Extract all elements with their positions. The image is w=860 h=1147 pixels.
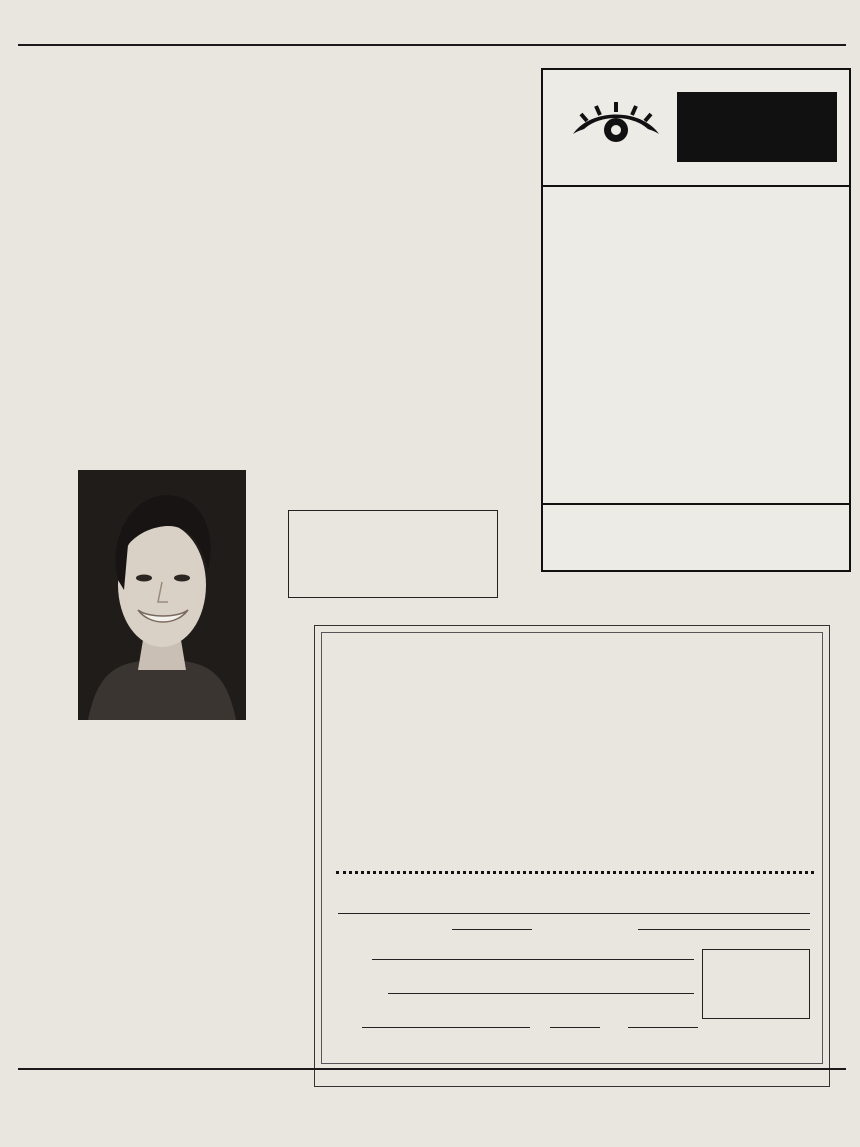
footer-rule <box>18 1068 846 1070</box>
dna-club-ad <box>541 68 851 572</box>
eye-logo-icon <box>571 100 661 152</box>
name-field[interactable] <box>372 959 694 960</box>
order-line[interactable] <box>338 913 810 914</box>
address-field[interactable] <box>388 993 694 994</box>
back-issues-ad <box>314 625 830 1087</box>
coming-next-month-box <box>288 510 498 598</box>
dotted-cut-line <box>336 871 814 874</box>
back-issues-inner <box>321 632 823 1064</box>
state-field[interactable] <box>550 1027 600 1028</box>
quantity-field[interactable] <box>452 929 532 930</box>
portrait-illustration <box>78 470 246 720</box>
zip-field[interactable] <box>628 1027 698 1028</box>
total-enclosed-field[interactable] <box>638 929 810 930</box>
dna-wordmark <box>677 92 837 162</box>
city-field[interactable] <box>362 1027 530 1028</box>
mail-to-box <box>702 949 810 1019</box>
comedian-photo <box>78 470 246 720</box>
dna-logo <box>543 70 849 187</box>
article-body <box>302 120 524 122</box>
header-rule <box>18 44 846 46</box>
dna-bottom-panel <box>543 503 849 572</box>
photo-caption <box>8 568 62 718</box>
